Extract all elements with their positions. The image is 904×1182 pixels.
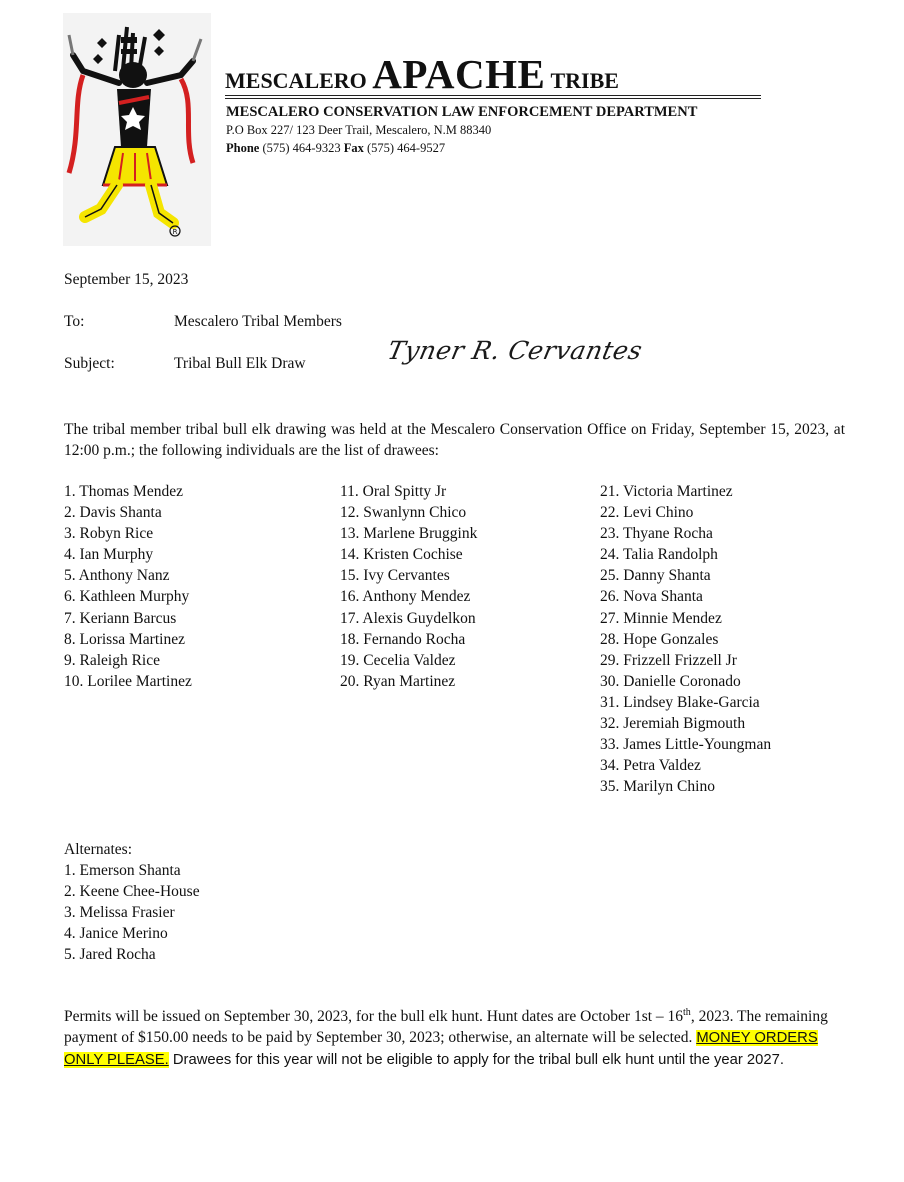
list-item: 24. Talia Randolph — [600, 546, 718, 564]
list-item: 9. Raleigh Rice — [64, 651, 160, 669]
list-item: 18. Fernando Rocha — [340, 630, 466, 648]
memo-date: September 15, 2023 — [64, 271, 189, 288]
department-name: MESCALERO CONSERVATION LAW ENFORCEMENT DEPARTMENT — [226, 104, 698, 120]
list-item: 2. Davis Shanta — [64, 504, 162, 522]
subject-label: Subject: — [64, 355, 115, 372]
list-item: 13. Marlene Bruggink — [340, 525, 478, 543]
signature: Tyner R. Cervantes — [384, 336, 646, 365]
drawee-column-2 — [340, 481, 477, 692]
list-item: 35. Marilyn Chino — [600, 778, 715, 796]
drawee-column-1 — [64, 481, 192, 692]
address: P.O Box 227/ 123 Deer Trail, Mescalero, N.M 88340 — [226, 123, 492, 137]
drawee-column-3 — [600, 481, 771, 797]
list-item: 34. Petra Valdez — [600, 757, 701, 775]
list-item: 25. Danny Shanta — [600, 567, 711, 585]
money-orders-highlight: MONEY ORDERS ONLY PLEASE. — [64, 1030, 818, 1068]
list-item: 1. Emerson Shanta — [64, 862, 181, 880]
to-value: Mescalero Tribal Members — [174, 313, 342, 330]
list-item: 4. Janice Merino — [64, 925, 168, 943]
tribe-logo — [63, 13, 211, 246]
list-item: 11. Oral Spitty Jr — [340, 483, 447, 500]
registered-mark: R — [172, 228, 178, 236]
to-label: To: — [64, 313, 85, 330]
list-item: 32. Jeremiah Bigmouth — [600, 715, 746, 733]
contact-line: Phone (575) 464-9323 Fax (575) 464-9527 — [226, 141, 446, 155]
list-item: 30. Danielle Coronado — [600, 672, 741, 690]
list-item: 14. Kristen Cochise — [340, 546, 463, 564]
alternates-label: Alternates: — [64, 841, 133, 858]
list-item: 7. Keriann Barcus — [64, 609, 177, 627]
list-item: 4. Ian Murphy — [64, 546, 154, 564]
list-item: 31. Lindsey Blake-Garcia — [600, 693, 760, 711]
list-item: 5. Anthony Nanz — [64, 567, 170, 585]
list-item: 19. Cecelia Valdez — [340, 651, 456, 669]
list-item: 21. Victoria Martinez — [600, 483, 733, 500]
subject-value: Tribal Bull Elk Draw — [174, 355, 306, 372]
list-item: 5. Jared Rocha — [64, 946, 156, 964]
organization-name: MESCALERO APACHE TRIBE — [225, 51, 619, 97]
list-item: 12. Swanlynn Chico — [340, 504, 467, 522]
list-item: 20. Ryan Martinez — [340, 672, 456, 690]
list-item: 28. Hope Gonzales — [600, 630, 719, 648]
list-item: 33. James Little-Youngman — [600, 736, 772, 754]
list-item: 22. Levi Chino — [600, 504, 694, 522]
header-rule — [225, 98, 761, 99]
intro-paragraph: The tribal member tribal bull elk drawing was held at the Mescalero Conservation Office on Friday, September 15, 2023, at 12:00 p.m.; the following individuals are the list of drawees: — [64, 421, 845, 459]
list-item: 8. Lorissa Martinez — [64, 630, 185, 648]
closing-paragraph: Permits will be issued on September 30, 2023, for the bull elk hunt. Hunt dates are October 1st – 16th, 2023. The remaining payment of $150.00 needs to be paid by September 30, 2023; otherwise, an alternate will be selected. MONEY ORDERS ONLY PLEASE. Drawees for this year will not be eligible to apply for the tribal bull elk hunt until the year 2027. — [64, 1006, 828, 1068]
list-item: 27. Minnie Mendez — [600, 609, 722, 627]
alternates-list — [64, 839, 200, 966]
list-item: 17. Alexis Guydelkon — [340, 609, 476, 627]
list-item: 23. Thyane Rocha — [600, 525, 713, 543]
list-item: 15. Ivy Cervantes — [340, 567, 450, 585]
list-item: 10. Lorilee Martinez — [64, 672, 192, 690]
header-rule — [225, 95, 761, 96]
list-item: 3. Robyn Rice — [64, 525, 154, 543]
mountain-spirit-dancer-icon — [63, 13, 211, 246]
list-item: 6. Kathleen Murphy — [64, 588, 190, 606]
list-item: 2. Keene Chee-House — [64, 883, 200, 901]
list-item: 16. Anthony Mendez — [340, 588, 471, 606]
list-item: 26. Nova Shanta — [600, 588, 703, 606]
list-item: 3. Melissa Frasier — [64, 904, 175, 922]
list-item: 1. Thomas Mendez — [64, 483, 183, 500]
list-item: 29. Frizzell Frizzell Jr — [600, 651, 737, 669]
